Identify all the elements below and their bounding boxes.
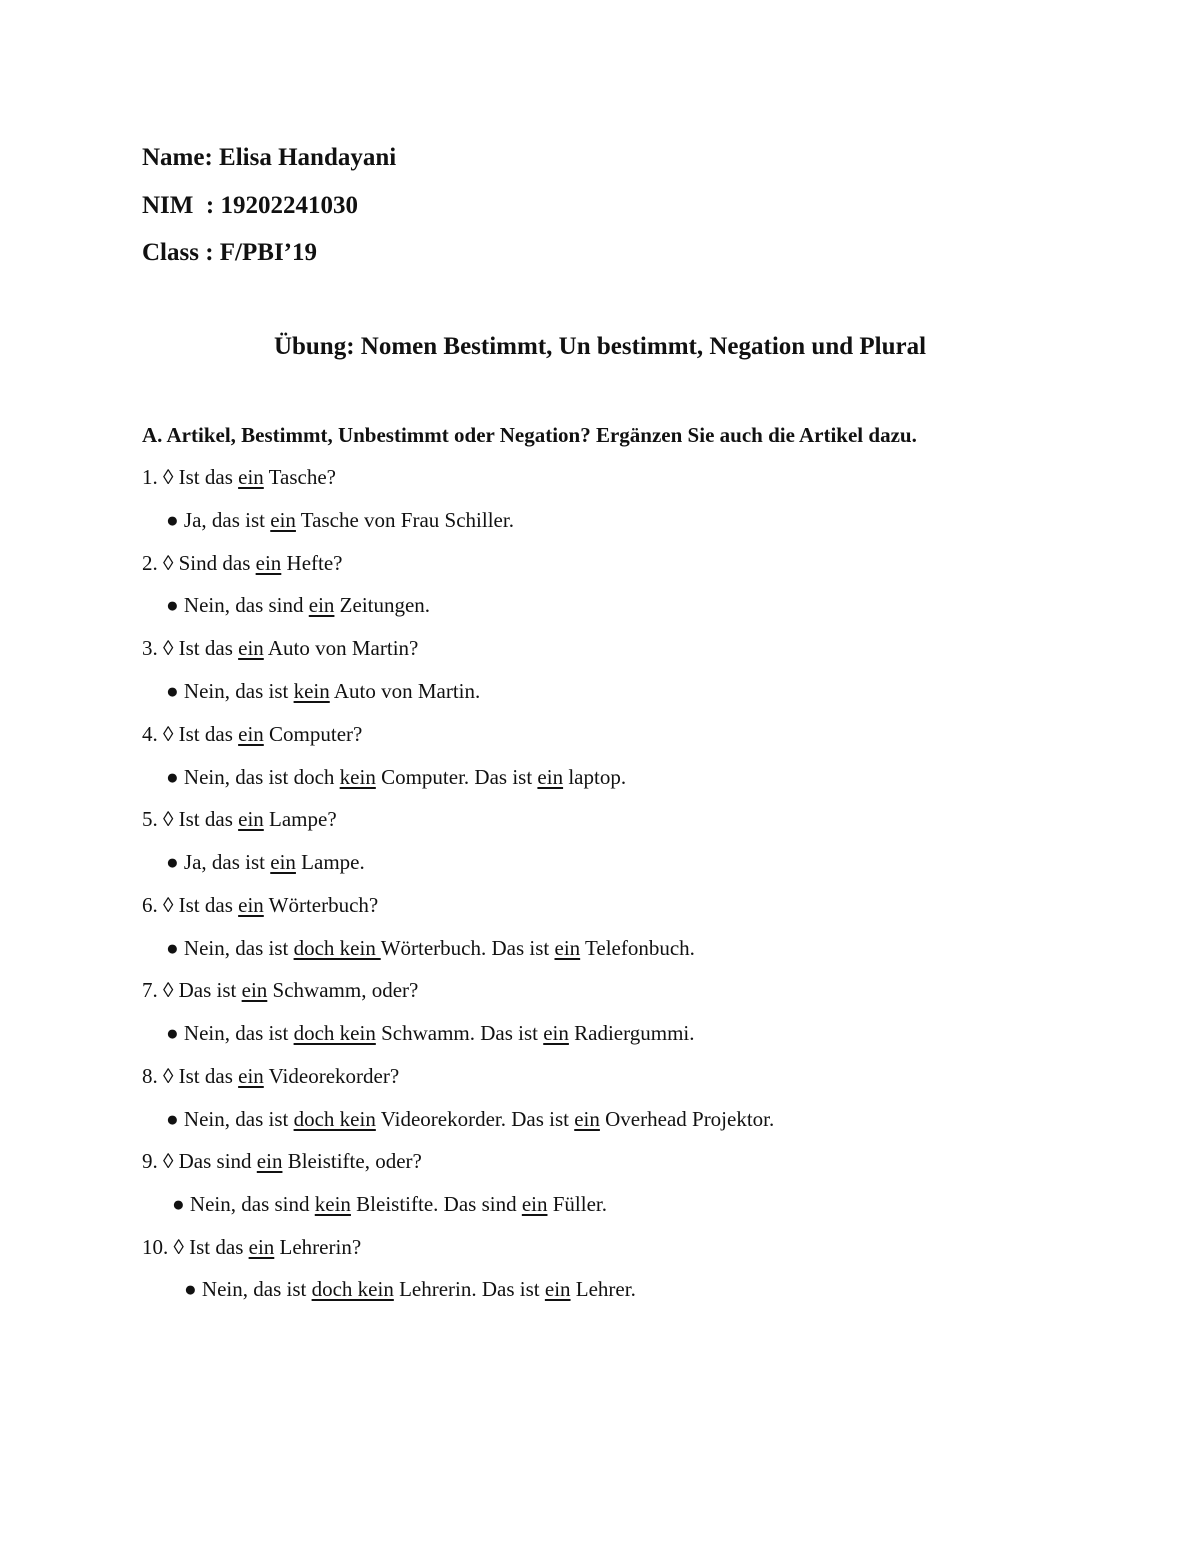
answer-9: ● Nein, das sind kein Bleistifte. Das sind ein Füller. (172, 1192, 607, 1216)
answer-blank: doch kein (311, 1277, 394, 1301)
section-a-heading: A. Artikel, Bestimmt, Unbestimmt oder Negation? Ergänzen Sie auch die Artikel dazu. (142, 423, 917, 447)
question-9: 9. ◊ Das sind ein Bleistifte, oder? (142, 1149, 422, 1173)
answer-blank: ein (255, 551, 282, 575)
answer-blank: ein (238, 893, 264, 917)
question-4: 4. ◊ Ist das ein Computer? (142, 722, 363, 746)
student-name: Name: Elisa Handayani (142, 144, 397, 171)
answer-blank: ein (241, 978, 268, 1002)
answer-2: ● Nein, das sind ein Zeitungen. (166, 593, 431, 617)
answer-7: ● Nein, das ist doch kein Schwamm. Das ist ein Radiergummi. (166, 1021, 695, 1045)
answer-blank: kein (293, 679, 330, 703)
question-1: 1. ◊ Ist das ein Tasche? (142, 465, 336, 489)
question-5: 5. ◊ Ist das ein Lampe? (142, 807, 337, 831)
answer-blank: ein (543, 1021, 569, 1045)
answer-blank: doch kein (293, 936, 381, 960)
answer-3: ● Nein, das ist kein Auto von Martin. (166, 679, 481, 703)
answer-blank: ein (238, 1064, 264, 1088)
answer-blank: ein (256, 1149, 283, 1173)
answer-blank: ein (574, 1107, 600, 1131)
student-class: Class : F/PBI’19 (142, 239, 317, 266)
answer-5: ● Ja, das ist ein Lampe. (166, 850, 365, 874)
answer-blank: ein (537, 765, 564, 789)
answer-blank: ein (238, 465, 264, 489)
answer-8: ● Nein, das ist doch kein Videorekorder. Das ist ein Overhead Projektor. (166, 1107, 775, 1131)
answer-blank: ein (544, 1277, 571, 1301)
answer-4: ● Nein, das ist doch kein Computer. Das ist ein laptop. (166, 765, 627, 789)
answer-1: ● Ja, das ist ein Tasche von Frau Schiller. (166, 508, 514, 532)
answer-blank: ein (238, 722, 264, 746)
question-8: 8. ◊ Ist das ein Videorekorder? (142, 1064, 400, 1088)
answer-blank: ein (270, 850, 296, 874)
answer-6: ● Nein, das ist doch kein Wörterbuch. Das ist ein Telefonbuch. (166, 936, 695, 960)
answer-blank: ein (238, 807, 264, 831)
question-6: 6. ◊ Ist das ein Wörterbuch? (142, 893, 379, 917)
answer-blank: ein (521, 1192, 548, 1216)
exercise-title: Übung: Nomen Bestimmt, Un bestimmt, Negation und Plural (273, 333, 927, 360)
answer-blank: kein (339, 765, 376, 789)
answer-blank: ein (270, 508, 296, 532)
question-2: 2. ◊ Sind das ein Hefte? (142, 551, 343, 575)
answer-blank: kein (314, 1192, 351, 1216)
student-nim: NIM : 19202241030 (142, 192, 358, 219)
answer-blank: doch kein (293, 1107, 376, 1131)
answer-blank: doch kein (293, 1021, 376, 1045)
answer-10: ● Nein, das ist doch kein Lehrerin. Das ist ein Lehrer. (184, 1277, 636, 1301)
answer-blank: ein (554, 936, 581, 960)
answer-blank: ein (248, 1235, 275, 1259)
answer-blank: ein (308, 593, 335, 617)
question-7: 7. ◊ Das ist ein Schwamm, oder? (142, 978, 419, 1002)
answer-blank: ein (238, 636, 264, 660)
question-10: 10. ◊ Ist das ein Lehrerin? (142, 1235, 362, 1259)
question-3: 3. ◊ Ist das ein Auto von Martin? (142, 636, 419, 660)
